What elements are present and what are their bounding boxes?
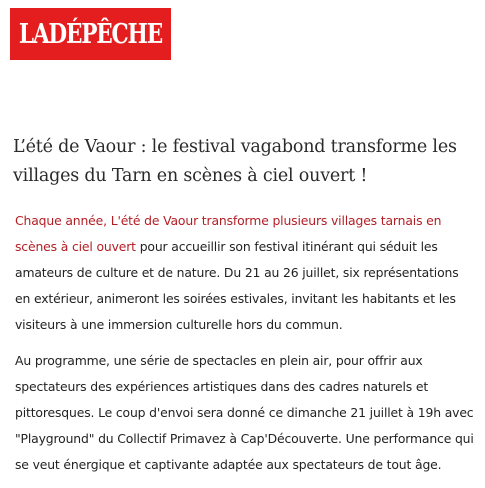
article-body: [15, 208, 475, 488]
paragraph-1-text: pour accueillir son festival itinérant qui séduit les amateurs de culture et de nature. Du 21 au 26 juillet, six représentations en extérieur, animeront les soirées estivales, invitant les habitants et les visiteurs à une immersion culturelle hors du commun.: [15, 239, 459, 332]
logo-text: LADÉPÊCHE: [18, 18, 163, 50]
article-paragraph-2: Au programme, une série de spectacles en plein air, pour offrir aux spectateurs des expériences artistiques dans des cadres naturels et pittoresques. Le coup d'envoi sera donné ce dimanche 21 juillet à 19h avec "Playground" du Collectif Primavez à Cap'Découverte. Une performance qui se veut énergique et captivante adaptée aux spectateurs de tout âge.: [15, 353, 474, 472]
la-depeche-logo[interactable]: [10, 8, 171, 60]
article-paragraph-1: [15, 208, 475, 338]
lead-highlight: Chaque année, L'été de Vaour transforme plusieurs villages tarnais en scènes à ciel ouvert: [15, 213, 442, 254]
article-headline: L’été de Vaour : le festival vagabond transforme les villages du Tarn en scènes à ciel ouvert !: [13, 137, 457, 186]
